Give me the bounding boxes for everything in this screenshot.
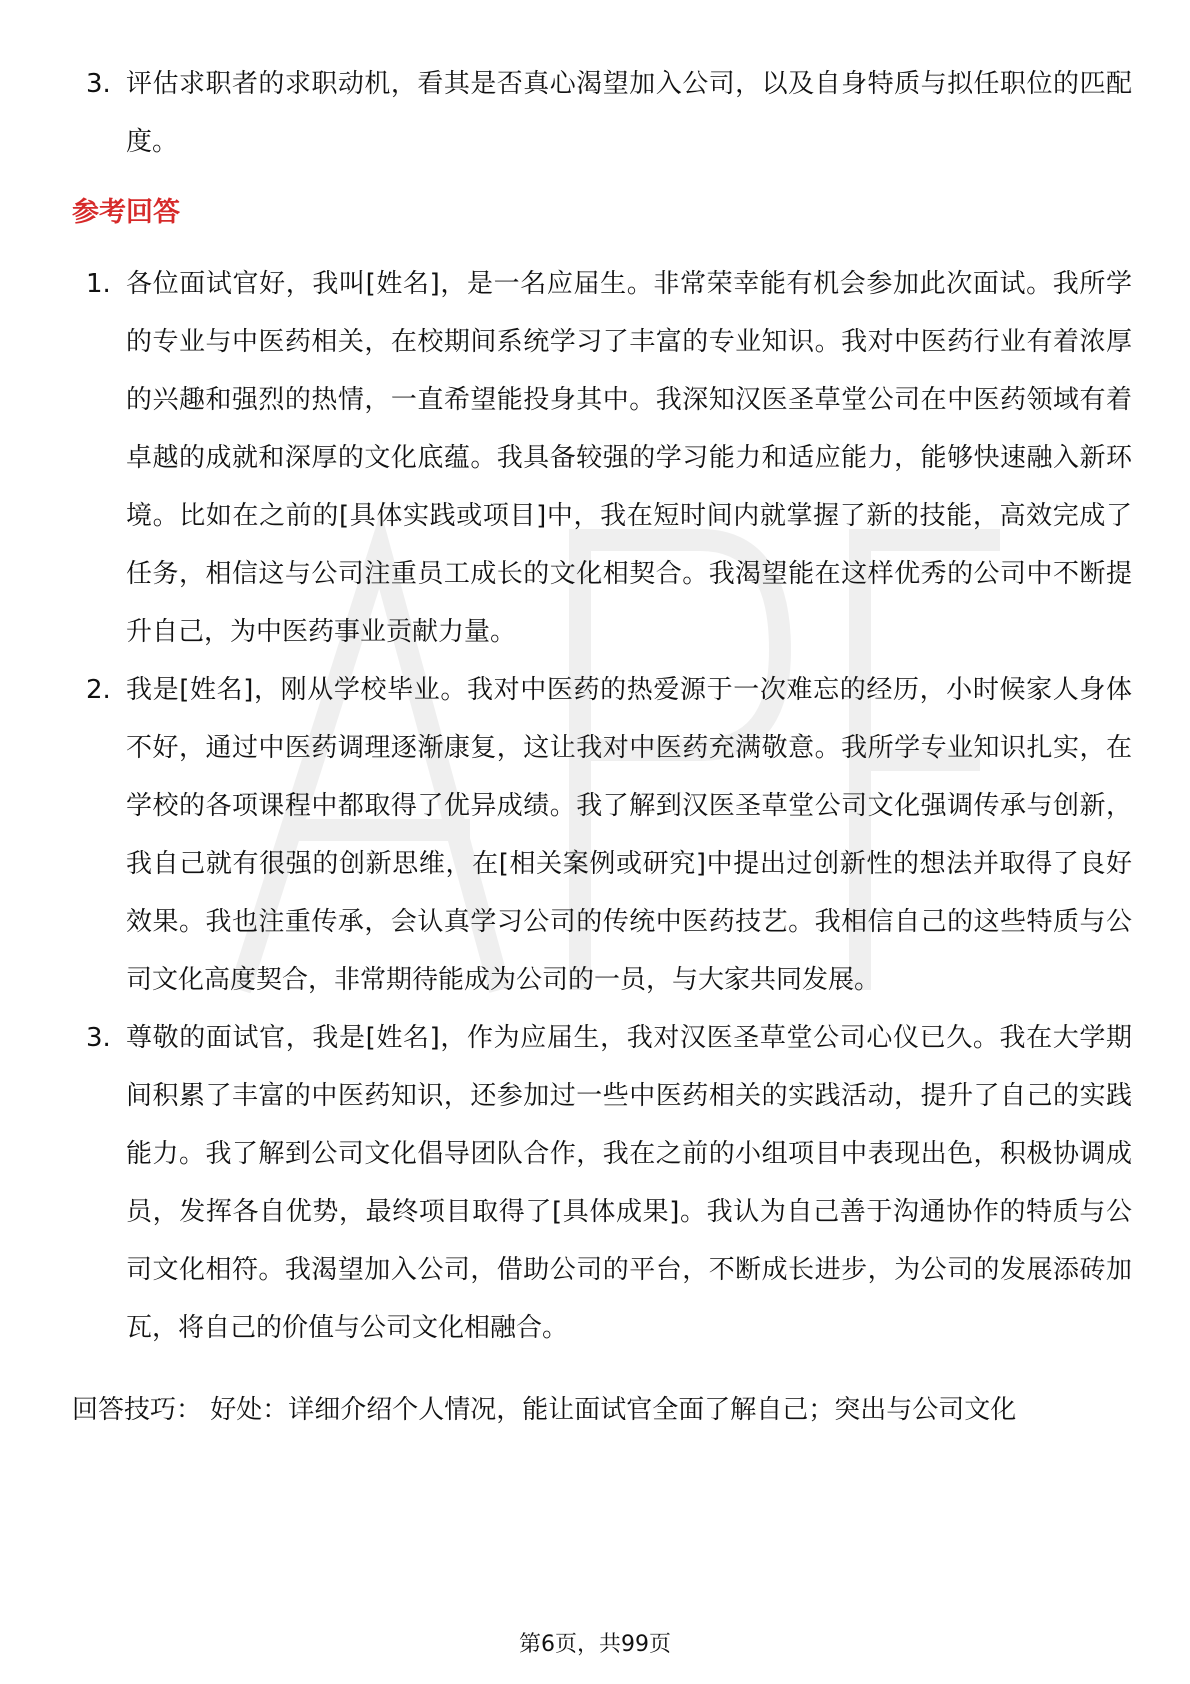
answer-item-2 [72,661,1132,1009]
answer-item-1 [72,255,1132,661]
list-text: 各位面试官好，我叫[姓名]，是一名应届生。非常荣幸能有机会参加此次面试。我所学的专业与中医药相关，在校期间系统学习了丰富的专业知识。我对中医药行业有着浓厚的兴趣和强烈的热情，一直希望能投身其中。我深知汉医圣草堂公司在中医药领域有着卓越的成就和深厚的文化底蕴。我具备较强的学习能力和适应能力，能够快速融入新环境。比如在之前的[具体实践或项目]中，我在短时间内就掌握了新的技能，高效完成了任务，相信这与公司注重员工成长的文化相契合。我渴望能在这样优秀的公司中不断提升自己，为中医药事业贡献力量。 [126,269,1132,647]
list-number: 3. [86,69,111,99]
answer-list [72,255,1132,1357]
tips-label: 回答技巧： [72,1395,203,1425]
criteria-item-3 [72,55,1132,171]
tips-text: 好处：详细介绍个人情况，能让面试官全面了解自己；突出与公司文化 [210,1395,1017,1425]
content-area [72,55,1132,1439]
list-number: 2. [86,675,111,705]
list-number: 3. [86,1023,111,1053]
list-text: 评估求职者的求职动机，看其是否真心渴望加入公司，以及自身特质与拟任职位的匹配度。 [126,69,1132,157]
list-text: 尊敬的面试官，我是[姓名]，作为应届生，我对汉医圣草堂公司心仪已久。我在大学期间积累了丰富的中医药知识，还参加过一些中医药相关的实践活动，提升了自己的实践能力。我了解到公司文化倡导团队合作，我在之前的小组项目中表现出色，积极协调成员，发挥各自优势，最终项目取得了[具体成果]。我认为自己善于沟通协作的特质与公司文化相符。我渴望加入公司，借助公司的平台，不断成长进步，为公司的发展添砖加瓦，将自己的价值与公司文化相融合。 [126,1023,1132,1343]
list-text: 我是[姓名]，刚从学校毕业。我对中医药的热爱源于一次难忘的经历，小时候家人身体不好，通过中医药调理逐渐康复，这让我对中医药充满敬意。我所学专业知识扎实，在学校的各项课程中都取得了优异成绩。我了解到汉医圣草堂公司文化强调传承与创新，我自己就有很强的创新思维，在[相关案例或研究]中提出过创新性的想法并取得了良好效果。我也注重传承，会认真学习公司的传统中医药技艺。我相信自己的这些特质与公司文化高度契合，非常期待能成为公司的一员，与大家共同发展。 [126,675,1132,995]
list-number: 1. [86,269,111,299]
answer-tips [72,1381,1132,1439]
section-title: 参考回答 [72,197,180,228]
answer-item-3 [72,1009,1132,1357]
page-number: 第6页，共99页 [519,1632,671,1657]
